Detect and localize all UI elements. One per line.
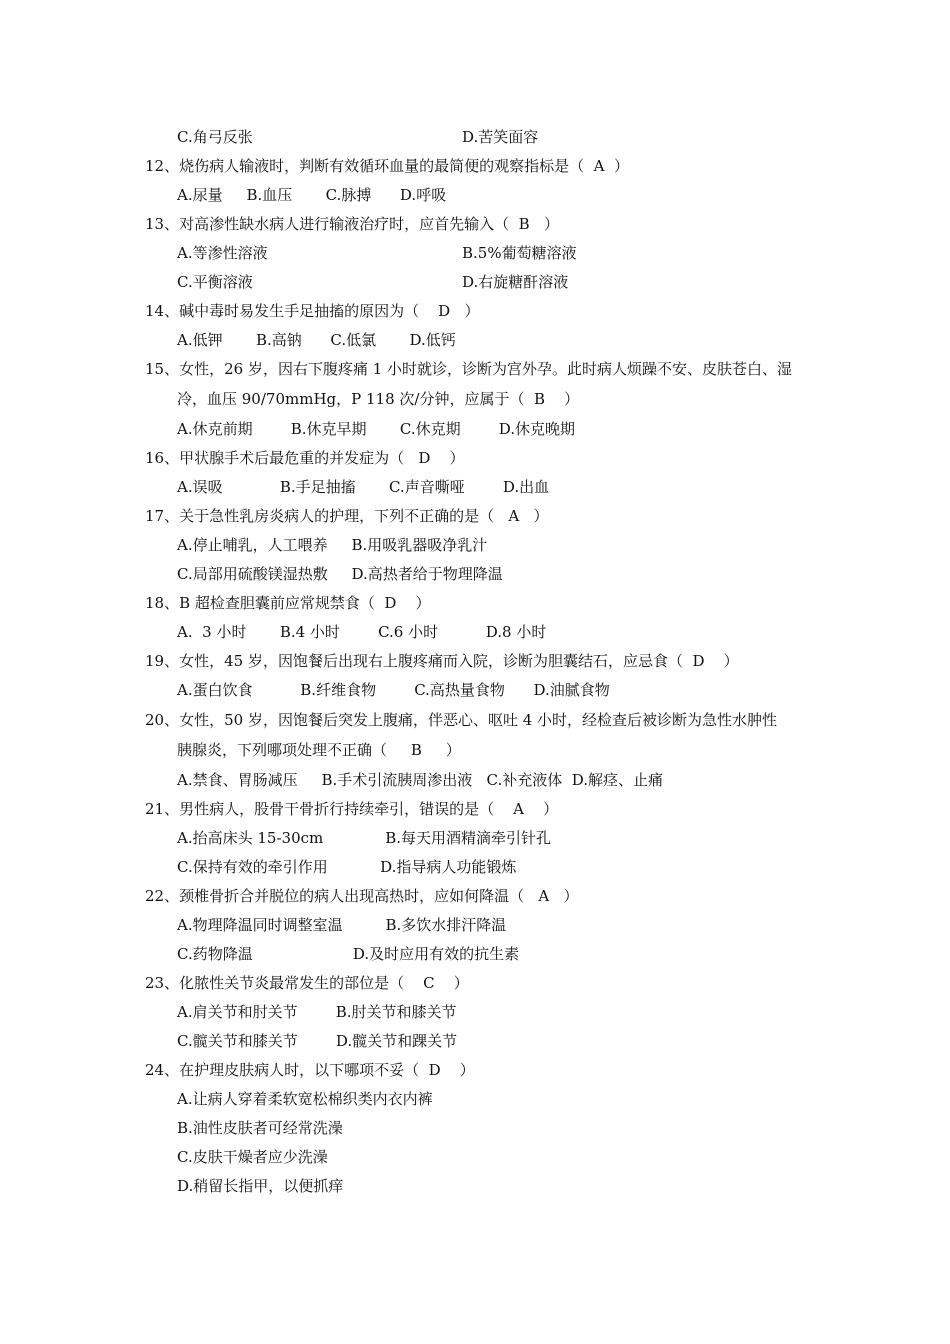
q12-options: A.尿量 B.血压 C.脉搏 D.呼吸 [177, 186, 447, 204]
q11-option-d: D.苦笑面容 [462, 128, 539, 146]
q24-option-d: D.稍留长指甲，以便抓痒 [177, 1177, 344, 1195]
q21-options-cd: C.保持有效的牵引作用 D.指导病人功能锻炼 [177, 858, 517, 876]
q13-option-a: A.等渗性溶液 [177, 244, 268, 262]
question-15-cont: 冷，血压 90/70mmHg，P 118 次/分钟，应属于（ B ） [177, 390, 580, 408]
q24-option-c: C.皮肤干燥者应少洗澡 [177, 1148, 328, 1166]
q13-option-b: B.5%葡萄糖溶液 [462, 244, 577, 262]
question-18: 18、B 超检查胆囊前应常规禁食（ D ） [145, 594, 431, 612]
q24-option-b: B.油性皮肤者可经常洗澡 [177, 1119, 343, 1137]
q14-options: A.低钾 B.高钠 C.低氯 D.低钙 [177, 331, 456, 349]
question-14: 14、碱中毒时易发生手足抽搐的原因为（ D ） [145, 302, 480, 320]
q13-option-d: D.右旋糖酐溶液 [462, 273, 569, 291]
question-15: 15、女性，26 岁，因右下腹疼痛 1 小时就诊，诊断为宫外孕。此时病人烦躁不安、皮肤苍白、湿 [145, 360, 793, 378]
question-22: 22、颈椎骨折合并脱位的病人出现高热时，应如何降温（ A ） [145, 887, 579, 905]
question-21: 21、男性病人，股骨干骨折行持续牵引，错误的是（ A ） [145, 800, 559, 818]
q17-options-ab: A.停止哺乳，人工喂养 B.用吸乳器吸净乳汁 [177, 536, 488, 554]
question-23: 23、化脓性关节炎最常发生的部位是（ C ） [145, 974, 469, 992]
question-20: 20、女性，50 岁，因饱餐后突发上腹痛，伴恶心、呕吐 4 小时，经检查后被诊断为急性水肿性 [145, 711, 778, 729]
q11-option-c: C.角弓反张 [177, 128, 253, 146]
q23-options-cd: C.髋关节和膝关节 D.髋关节和踝关节 [177, 1032, 458, 1050]
q22-options-ab: A.物理降温同时调整室温 B.多饮水排汗降温 [177, 916, 507, 934]
question-19: 19、女性，45 岁，因饱餐后出现右上腹疼痛而入院，诊断为胆囊结石，应忌食（ D ） [145, 652, 739, 670]
q13-option-c: C.平衡溶液 [177, 273, 253, 291]
q21-options-ab: A.抬高床头 15-30cm B.每天用酒精滴牵引针孔 [177, 829, 552, 847]
q23-options-ab: A.肩关节和肘关节 B.肘关节和膝关节 [177, 1003, 457, 1021]
q20-options: A.禁食、胃肠减压 B.手术引流胰周渗出液 C.补充液体 D.解痉、止痛 [177, 771, 664, 789]
q15-options: A.休克前期 B.休克早期 C.休克期 D.休克晚期 [177, 420, 576, 438]
question-24: 24、在护理皮肤病人时，以下哪项不妥（ D ） [145, 1061, 475, 1079]
q17-options-cd: C.局部用硫酸镁湿热敷 D.高热者给于物理降温 [177, 565, 503, 583]
question-17: 17、关于急性乳房炎病人的护理，下列不正确的是（ A ） [145, 507, 549, 525]
q19-options: A.蛋白饮食 B.纤维食物 C.高热量食物 D.油腻食物 [177, 681, 610, 699]
q22-options-cd: C.药物降温 D.及时应用有效的抗生素 [177, 945, 520, 963]
question-16: 16、甲状腺手术后最危重的并发症为（ D ） [145, 449, 465, 467]
question-12: 12、烧伤病人输液时，判断有效循环血量的最简便的观察指标是（ A ） [145, 157, 629, 175]
q24-option-a: A.让病人穿着柔软宽松棉织类内衣内裤 [177, 1090, 433, 1108]
q16-options: A.误吸 B.手足抽搐 C.声音嘶哑 D.出血 [177, 478, 550, 496]
question-13: 13、对高渗性缺水病人进行输液治疗时，应首先输入（ B ） [145, 215, 559, 233]
question-20-cont: 胰腺炎，下列哪项处理不正确（ B ） [177, 741, 461, 759]
q18-options: A. 3 小时 B.4 小时 C.6 小时 D.8 小时 [177, 623, 547, 641]
